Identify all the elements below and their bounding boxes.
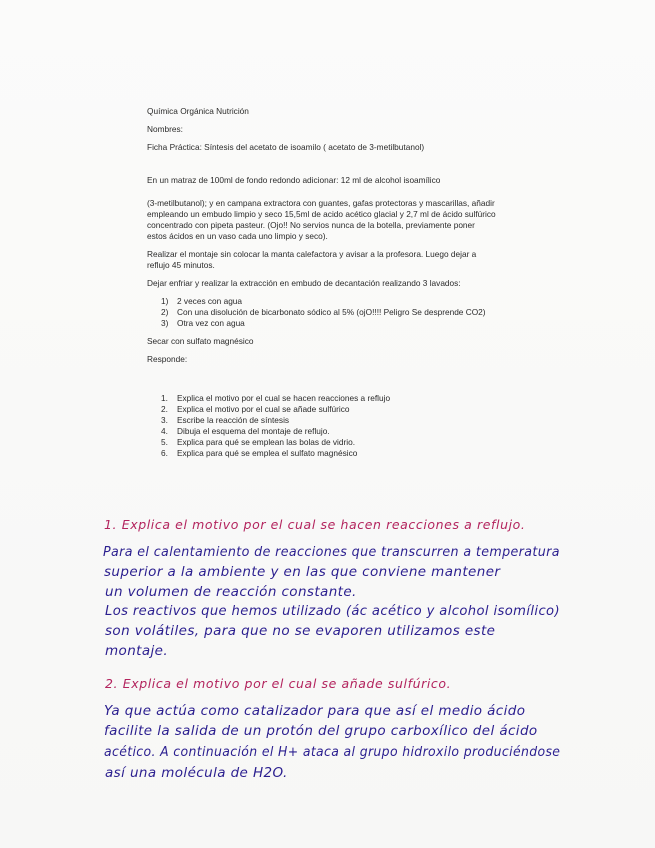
handwritten-answer-1-line-5: son volátiles, para que no se evaporen utilizamos este [105,623,496,639]
procedure-step-3-line-2: reflujo 45 minutos. [147,260,215,270]
printed-text [147,106,547,459]
procedure-step-4: Dejar enfriar y realizar la extracción en embudo de decantación realizando 3 lavados: [147,278,461,288]
procedure-step-3-line-1: Realizar el montaje sin colocar la manta calefactora y avisar a la profesora. Luego dejar a [147,249,477,259]
list-item: 5. Explica para qué se emplean las bolas de vidrio. [161,437,356,447]
handwritten-answer-1-line-1: Para el calentamiento de reacciones que transcurren a temperatura [103,544,560,560]
list-item: 4. Dibuja el esquema del montaje de reflujo. [161,426,330,436]
procedure-step-2-line-2: empleando un embudo limpio y seco 15,5ml de acido acético glacial y 2,7 ml de ácido sulfúrico [147,209,496,219]
respond-label: Responde: [147,354,188,364]
list-item: 2. Explica el motivo por el cual se añade sulfúrico [161,404,350,414]
handwritten-answer-1-line-3: un volumen de reacción constante. [105,584,357,600]
handwritten-question-2: 2. Explica el motivo por el cual se añade sulfúrico. [105,676,452,691]
handwritten-answer-1-line-6: montaje. [105,643,169,659]
list-item: 2) Con una disolución de bicarbonato sódico al 5% (ojO!!!! Peligro Se desprende CO2) [161,307,486,317]
question-list [147,393,547,459]
handwritten-answer-1-line-4: Los reactivos que hemos utilizado (ác acético y alcohol isomílico) [105,603,560,619]
sheet-title: Ficha Práctica: Síntesis del acetato de isoamilo ( acetato de 3-metilbutanol) [147,142,425,152]
handwritten-answer-2-line-2: facilite la salida de un protón del grupo carboxílico del ácido [104,723,538,739]
handwritten-answer-2-line-3: acético. A continuación el H+ ataca al grupo hidroxilo produciéndose [104,744,561,760]
list-item: 3) Otra vez con agua [161,318,245,328]
list-item: 3. Escribe la reacción de síntesis [161,415,290,425]
handwritten-answer-2-line-4: así una molécula de H2O. [105,765,288,781]
list-item: 6. Explica para qué se emplea el sulfato magnésico [161,448,358,458]
procedure-step-2-line-4: estos ácidos en un vaso cada uno limpio y seco). [147,231,328,241]
procedure-step-1: En un matraz de 100ml de fondo redondo adicionar: 12 ml de alcohol isoamílico [147,175,441,185]
names-label: Nombres: [147,124,183,134]
list-item: 1. Explica el motivo por el cual se hacen reacciones a reflujo [161,393,391,403]
procedure-step-2-line-3: concentrado con pipeta pasteur. (Ojo!! No servios nunca de la botella, previamente poner [147,220,475,230]
wash-list [147,296,547,329]
list-item: 1) 2 veces con agua [161,296,243,306]
handwritten-question-1: 1. Explica el motivo por el cual se hacen reacciones a reflujo. [104,517,526,532]
course-title: Química Orgánica Nutrición [147,106,249,116]
handwritten-answer-2-line-1: Ya que actúa como catalizador para que así el medio ácido [104,703,526,719]
procedure-step-2-line-1: (3-metilbutanol); y en campana extractora con guantes, gafas protectoras y mascarillas, añadir [147,198,495,208]
handwritten-answer-1-line-2: superior a la ambiente y en las que conviene mantener [104,564,501,580]
procedure-step-5: Secar con sulfato magnésico [147,336,254,346]
